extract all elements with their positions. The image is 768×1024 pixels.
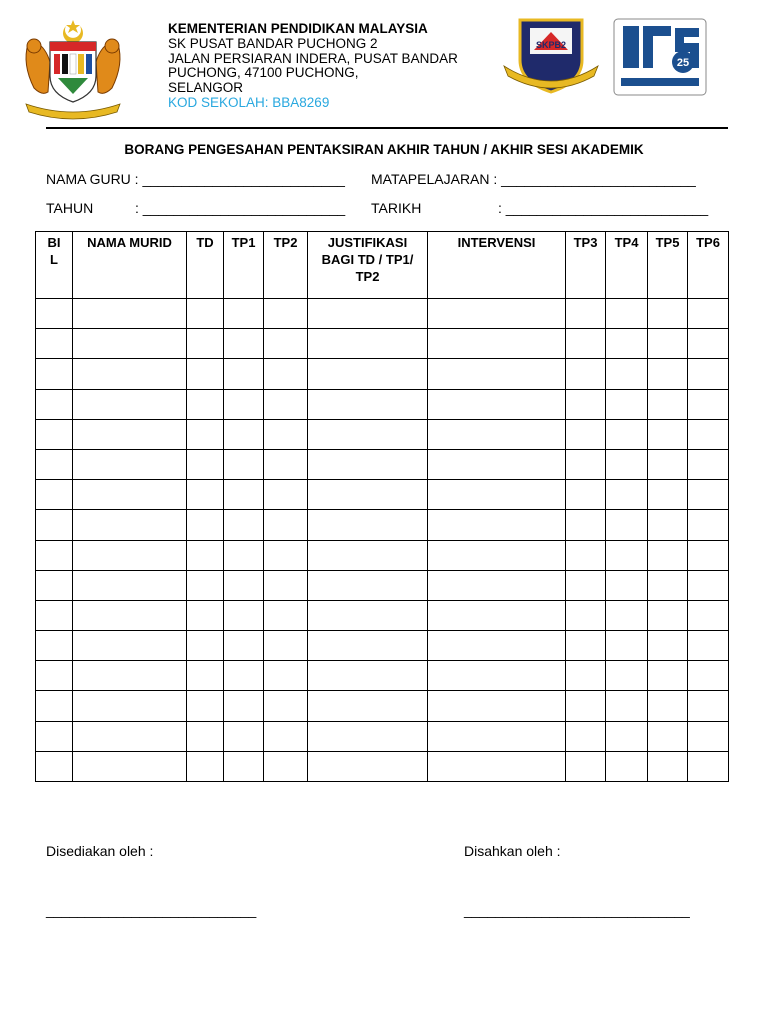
table-cell[interactable]	[606, 449, 648, 479]
table-cell[interactable]	[308, 540, 428, 570]
table-cell[interactable]	[688, 600, 729, 630]
table-cell[interactable]	[308, 389, 428, 419]
table-cell[interactable]	[308, 631, 428, 661]
table-cell[interactable]	[36, 631, 73, 661]
table-cell[interactable]	[428, 570, 566, 600]
table-cell[interactable]	[308, 600, 428, 630]
table-cell[interactable]	[36, 661, 73, 691]
table-row	[36, 721, 729, 751]
table-cell[interactable]	[566, 329, 606, 359]
tahun-label: TAHUN	[46, 200, 94, 216]
table-cell[interactable]	[187, 691, 224, 721]
table-row	[36, 661, 729, 691]
coat-of-arms-logo	[18, 16, 128, 120]
table-cell[interactable]	[606, 631, 648, 661]
table-cell[interactable]	[308, 449, 428, 479]
table-cell[interactable]	[224, 480, 264, 510]
table-cell[interactable]	[688, 419, 729, 449]
table-cell[interactable]	[688, 631, 729, 661]
table-row	[36, 751, 729, 781]
tahun-blank: : __________________________	[135, 200, 346, 216]
tarikh-blank: : __________________________	[498, 200, 709, 216]
table-cell[interactable]	[648, 540, 688, 570]
table-cell[interactable]	[187, 600, 224, 630]
table-cell[interactable]	[73, 359, 187, 389]
table-header-row	[36, 232, 729, 299]
table-cell[interactable]	[648, 751, 688, 781]
school-logo	[500, 14, 602, 96]
table-cell[interactable]	[688, 389, 729, 419]
table-cell[interactable]	[606, 540, 648, 570]
table-cell[interactable]	[648, 721, 688, 751]
table-cell[interactable]	[566, 691, 606, 721]
table-cell[interactable]	[73, 329, 187, 359]
prepared-by-label: Disediakan oleh :	[46, 843, 154, 859]
table-cell[interactable]	[428, 751, 566, 781]
table-cell[interactable]	[264, 449, 308, 479]
table-cell[interactable]	[224, 299, 264, 329]
table-cell[interactable]	[606, 299, 648, 329]
table-cell[interactable]	[36, 299, 73, 329]
table-cell[interactable]	[264, 600, 308, 630]
table-cell[interactable]	[224, 359, 264, 389]
table-cell[interactable]	[688, 359, 729, 389]
prepared-by-signature-line: ___________________________	[46, 902, 257, 918]
table-cell[interactable]	[36, 480, 73, 510]
ministry-name: KEMENTERIAN PENDIDIKAN MALAYSIA	[168, 21, 428, 36]
table-cell[interactable]	[308, 751, 428, 781]
table-cell[interactable]	[308, 661, 428, 691]
table-cell[interactable]	[688, 570, 729, 600]
table-cell[interactable]	[688, 661, 729, 691]
table-row	[36, 510, 729, 540]
address-line-2: PUCHONG, 47100 PUCHONG,	[168, 65, 359, 81]
table-cell[interactable]	[187, 389, 224, 419]
table-cell[interactable]	[187, 329, 224, 359]
table-cell[interactable]	[648, 389, 688, 419]
table-cell[interactable]	[688, 540, 729, 570]
table-cell[interactable]	[264, 721, 308, 751]
table-cell[interactable]	[308, 480, 428, 510]
table-cell[interactable]	[224, 389, 264, 419]
table-cell[interactable]	[73, 631, 187, 661]
table-cell[interactable]	[36, 389, 73, 419]
table-cell[interactable]	[566, 359, 606, 389]
table-cell[interactable]	[187, 661, 224, 691]
table-cell[interactable]	[36, 540, 73, 570]
address-line-1: JALAN PERSIARAN INDERA, PUSAT BANDAR	[168, 50, 458, 66]
table-cell[interactable]	[187, 751, 224, 781]
school-code: KOD SEKOLAH: BBA8269	[168, 94, 330, 110]
table-cell[interactable]	[36, 329, 73, 359]
table-cell[interactable]	[264, 329, 308, 359]
table-cell[interactable]	[428, 510, 566, 540]
table-cell[interactable]	[73, 570, 187, 600]
table-cell[interactable]	[224, 721, 264, 751]
table-row	[36, 419, 729, 449]
table-cell[interactable]	[36, 359, 73, 389]
table-cell[interactable]	[566, 631, 606, 661]
table-cell[interactable]	[308, 329, 428, 359]
table-cell[interactable]	[187, 449, 224, 479]
header-bil: BI L	[36, 232, 73, 299]
table-cell[interactable]	[308, 721, 428, 751]
table-row	[36, 299, 729, 329]
table-cell[interactable]	[566, 721, 606, 751]
table-cell[interactable]	[428, 600, 566, 630]
table-cell[interactable]	[187, 631, 224, 661]
table-cell[interactable]	[688, 299, 729, 329]
matapelajaran-field: MATAPELAJARAN : _________________________	[371, 171, 696, 187]
table-cell[interactable]	[264, 661, 308, 691]
table-cell[interactable]	[264, 359, 308, 389]
table-cell[interactable]	[606, 600, 648, 630]
table-cell[interactable]	[428, 631, 566, 661]
table-cell[interactable]	[566, 480, 606, 510]
table-cell[interactable]	[187, 721, 224, 751]
table-cell[interactable]	[606, 480, 648, 510]
table-cell[interactable]	[308, 359, 428, 389]
table-cell[interactable]	[648, 661, 688, 691]
table-cell[interactable]	[428, 359, 566, 389]
table-cell[interactable]	[308, 570, 428, 600]
table-cell[interactable]	[688, 691, 729, 721]
table-cell[interactable]	[187, 570, 224, 600]
table-cell[interactable]	[566, 449, 606, 479]
table-cell[interactable]	[264, 419, 308, 449]
table-row	[36, 570, 729, 600]
table-cell[interactable]	[688, 721, 729, 751]
table-cell[interactable]	[264, 631, 308, 661]
table-cell[interactable]	[36, 449, 73, 479]
table-cell[interactable]	[428, 299, 566, 329]
table-cell[interactable]	[73, 691, 187, 721]
tarikh-label: TARIKH	[371, 200, 422, 216]
table-cell[interactable]	[648, 600, 688, 630]
table-cell[interactable]	[264, 691, 308, 721]
table-row	[36, 480, 729, 510]
header-tp6: TP6	[688, 232, 729, 299]
table-cell[interactable]	[648, 329, 688, 359]
table-cell[interactable]	[688, 329, 729, 359]
table-cell[interactable]	[566, 510, 606, 540]
table-cell[interactable]	[36, 570, 73, 600]
table-cell[interactable]	[566, 570, 606, 600]
table-cell[interactable]	[36, 751, 73, 781]
table-cell[interactable]	[688, 449, 729, 479]
school-name: SK PUSAT BANDAR PUCHONG 2	[168, 35, 378, 51]
table-cell[interactable]	[73, 480, 187, 510]
header-tp2: TP2	[264, 232, 308, 299]
table-cell[interactable]	[606, 419, 648, 449]
table-cell[interactable]	[606, 510, 648, 540]
table-cell[interactable]	[606, 389, 648, 419]
table-row	[36, 329, 729, 359]
address-line-3: SELANGOR	[168, 80, 244, 96]
header-intervensi: INTERVENSI	[428, 232, 566, 299]
table-cell[interactable]	[428, 480, 566, 510]
table-cell[interactable]	[648, 449, 688, 479]
table-cell[interactable]	[36, 510, 73, 540]
table-cell[interactable]	[566, 661, 606, 691]
table-cell[interactable]	[688, 510, 729, 540]
table-cell[interactable]	[606, 691, 648, 721]
table-cell[interactable]	[606, 359, 648, 389]
table-cell[interactable]	[606, 661, 648, 691]
table-cell[interactable]	[308, 510, 428, 540]
table-cell[interactable]	[36, 419, 73, 449]
nama-guru-field: NAMA GURU : __________________________	[46, 171, 345, 187]
table-cell[interactable]	[224, 661, 264, 691]
table-cell[interactable]	[428, 419, 566, 449]
table-cell[interactable]	[606, 570, 648, 600]
table-cell[interactable]	[308, 299, 428, 329]
table-cell[interactable]	[224, 691, 264, 721]
table-cell[interactable]	[187, 480, 224, 510]
table-cell[interactable]	[187, 419, 224, 449]
header-tp1: TP1	[224, 232, 264, 299]
table-cell[interactable]	[264, 389, 308, 419]
table-cell[interactable]	[648, 631, 688, 661]
table-cell[interactable]	[428, 329, 566, 359]
table-cell[interactable]	[264, 510, 308, 540]
table-cell[interactable]	[308, 419, 428, 449]
table-cell[interactable]	[73, 721, 187, 751]
emblem-number: 25	[676, 57, 690, 69]
table-cell[interactable]	[73, 600, 187, 630]
table-cell[interactable]	[224, 540, 264, 570]
table-cell[interactable]	[224, 419, 264, 449]
table-cell[interactable]	[606, 329, 648, 359]
table-cell[interactable]	[428, 661, 566, 691]
table-cell[interactable]	[224, 751, 264, 781]
table-cell[interactable]	[224, 510, 264, 540]
header-divider	[46, 127, 728, 129]
table-cell[interactable]	[688, 480, 729, 510]
table-cell[interactable]	[73, 751, 187, 781]
table-row	[36, 600, 729, 630]
table-cell[interactable]	[648, 570, 688, 600]
table-cell[interactable]	[224, 631, 264, 661]
table-cell[interactable]	[428, 540, 566, 570]
table-cell[interactable]	[428, 389, 566, 419]
table-cell[interactable]	[73, 510, 187, 540]
approved-by-label: Disahkan oleh :	[464, 843, 561, 859]
header-td: TD	[187, 232, 224, 299]
school-logo-text: SKPB2	[535, 40, 567, 50]
table-cell[interactable]	[36, 691, 73, 721]
table-cell[interactable]	[36, 600, 73, 630]
table-cell[interactable]	[648, 359, 688, 389]
table-cell[interactable]	[264, 751, 308, 781]
table-cell[interactable]	[648, 691, 688, 721]
form-title: BORANG PENGESAHAN PENTAKSIRAN AKHIR TAHUN / AKHIR SESI AKADEMIK	[124, 142, 644, 157]
table-cell[interactable]	[187, 359, 224, 389]
table-cell[interactable]	[73, 449, 187, 479]
header-tp5: TP5	[648, 232, 688, 299]
header-justifikasi: JUSTIFIKASI BAGI TD / TP1/ TP2	[308, 232, 428, 299]
table-cell[interactable]	[648, 480, 688, 510]
table-cell[interactable]	[187, 510, 224, 540]
table-cell[interactable]	[187, 540, 224, 570]
table-cell[interactable]	[688, 751, 729, 781]
table-cell[interactable]	[648, 419, 688, 449]
table-cell[interactable]	[187, 299, 224, 329]
table-row	[36, 359, 729, 389]
table-row	[36, 449, 729, 479]
header-tp4: TP4	[606, 232, 648, 299]
table-cell[interactable]	[566, 600, 606, 630]
table-row	[36, 389, 729, 419]
table-cell[interactable]	[36, 721, 73, 751]
table-cell[interactable]	[73, 661, 187, 691]
program-emblem-logo	[613, 18, 707, 96]
header-tp3: TP3	[566, 232, 606, 299]
table-cell[interactable]	[566, 540, 606, 570]
table-cell[interactable]	[264, 540, 308, 570]
table-cell[interactable]	[428, 691, 566, 721]
table-cell[interactable]	[73, 419, 187, 449]
table-cell[interactable]	[428, 449, 566, 479]
table-cell[interactable]	[73, 540, 187, 570]
table-cell[interactable]	[648, 510, 688, 540]
table-cell[interactable]	[224, 449, 264, 479]
table-cell[interactable]	[264, 570, 308, 600]
table-cell[interactable]	[224, 600, 264, 630]
table-cell[interactable]	[224, 329, 264, 359]
table-cell[interactable]	[428, 721, 566, 751]
header-nama-murid: NAMA MURID	[73, 232, 187, 299]
table-cell[interactable]	[224, 570, 264, 600]
table-cell[interactable]	[566, 751, 606, 781]
table-row	[36, 691, 729, 721]
table-cell[interactable]	[264, 480, 308, 510]
table-cell[interactable]	[566, 389, 606, 419]
table-cell[interactable]	[73, 299, 187, 329]
table-cell[interactable]	[308, 691, 428, 721]
table-row	[36, 540, 729, 570]
table-cell[interactable]	[606, 751, 648, 781]
school-header	[168, 22, 458, 111]
table-cell[interactable]	[566, 299, 606, 329]
table-cell[interactable]	[264, 299, 308, 329]
table-cell[interactable]	[648, 299, 688, 329]
table-cell[interactable]	[73, 389, 187, 419]
table-cell[interactable]	[606, 721, 648, 751]
table-row	[36, 631, 729, 661]
assessment-table	[35, 231, 729, 782]
table-cell[interactable]	[566, 419, 606, 449]
approved-by-signature-line: _____________________________	[464, 902, 690, 918]
